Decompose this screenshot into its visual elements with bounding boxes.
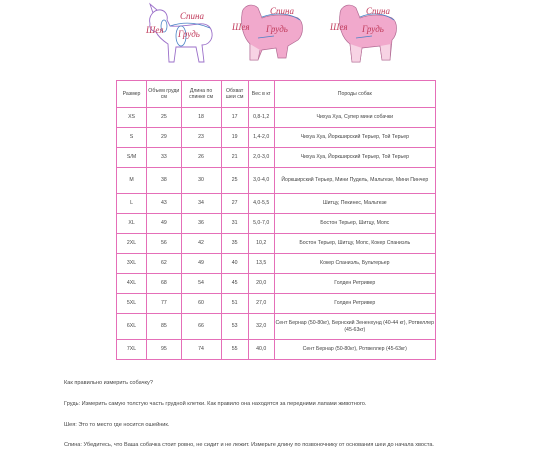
cell-neck: 45 [221, 274, 248, 294]
instructions-chest: Грудь: Измерить самую толстую часть грудной клетки. Как правило она находятся за передними лапами животного. [64, 401, 367, 407]
cell-chest: 33 [147, 148, 182, 168]
cell-weight: 10,2 [248, 234, 274, 254]
cell-neck: 17 [221, 108, 248, 128]
cell-back-length: 23 [181, 128, 221, 148]
cell-weight: 0,8-1,2 [248, 108, 274, 128]
figure-label-back: Спина [366, 6, 390, 16]
cell-back-length: 54 [181, 274, 221, 294]
table-row [117, 168, 436, 194]
cell-weight: 27,0 [248, 294, 274, 314]
dog-measurement-figure [140, 0, 224, 76]
cell-back-length: 66 [181, 314, 221, 340]
cell-chest: 38 [147, 168, 182, 194]
cell-size: 2XL [117, 234, 147, 254]
cell-neck: 27 [221, 194, 248, 214]
cell-chest: 49 [147, 214, 182, 234]
cell-back-length: 18 [181, 108, 221, 128]
cell-chest: 68 [147, 274, 182, 294]
figure-label-neck: Шея [232, 22, 250, 32]
table-row [117, 340, 436, 360]
cell-back-length: 30 [181, 168, 221, 194]
instructions-neck: Шея: Это то место где носится ошейник. [64, 422, 170, 428]
cell-breeds: Сент Бернар (50-80кг), Бернский Зененхунд (40-44 кг), Ротвеллер (45-63кг) [274, 314, 435, 340]
table-row [117, 148, 436, 168]
header-size: Размер [117, 81, 147, 108]
cell-neck: 55 [221, 340, 248, 360]
cell-size: S/M [117, 148, 147, 168]
cell-neck: 31 [221, 214, 248, 234]
table-row [117, 234, 436, 254]
cell-neck: 51 [221, 294, 248, 314]
cell-size: L [117, 194, 147, 214]
cell-size: XL [117, 214, 147, 234]
cell-weight: 1,4-2,0 [248, 128, 274, 148]
hoodie-measurement-figure [228, 0, 314, 76]
cell-breeds: Кокер Спаниэль, Бультерьер [274, 254, 435, 274]
cell-back-length: 36 [181, 214, 221, 234]
table-row [117, 314, 436, 340]
cell-weight: 3,0-4,0 [248, 168, 274, 194]
table-row [117, 254, 436, 274]
header-back-length: Длина по спинке см [181, 81, 221, 108]
cell-chest: 77 [147, 294, 182, 314]
figure-label-back: Спина [180, 11, 204, 21]
table-row [117, 194, 436, 214]
cell-breeds: Шитцу, Пекинес, Мальтезе [274, 194, 435, 214]
header-weight: Вес в кг [248, 81, 274, 108]
cell-breeds: Чихуа Хуа, Йоркширский Терьер, Той Терьер [274, 128, 435, 148]
cell-neck: 35 [221, 234, 248, 254]
cell-size: 5XL [117, 294, 147, 314]
measurement-illustrations [0, 0, 550, 76]
cell-back-length: 60 [181, 294, 221, 314]
cell-back-length: 74 [181, 340, 221, 360]
cell-breeds: Голден Ретривер [274, 274, 435, 294]
table-row [117, 274, 436, 294]
table-body [117, 108, 436, 360]
cell-size: 4XL [117, 274, 147, 294]
instructions-back: Спина: Убедитесь, что Ваша собачка стоит ровно, не сидит и не лежит. Измерьте длину по позвоночнику от основания шеи до начала хвоста. [64, 442, 434, 448]
header-chest: Объем груди см [147, 81, 182, 108]
cell-neck: 25 [221, 168, 248, 194]
cell-breeds: Бостон Терьер, Шитцу, Мопс [274, 214, 435, 234]
cell-weight: 32,0 [248, 314, 274, 340]
cell-chest: 56 [147, 234, 182, 254]
cell-weight: 5,0-7,0 [248, 214, 274, 234]
cell-back-length: 34 [181, 194, 221, 214]
header-neck: Обхват шеи см [221, 81, 248, 108]
cell-back-length: 26 [181, 148, 221, 168]
header-breeds: Породы собак [274, 81, 435, 108]
table-header-row [117, 81, 436, 108]
cell-neck: 53 [221, 314, 248, 340]
cell-chest: 29 [147, 128, 182, 148]
table-row [117, 128, 436, 148]
cell-breeds: Голден Ретривер [274, 294, 435, 314]
figure-label-chest: Грудь [266, 24, 288, 34]
cell-size: S [117, 128, 147, 148]
cell-chest: 85 [147, 314, 182, 340]
cell-size: XS [117, 108, 147, 128]
figure-label-neck: Шея [330, 22, 348, 32]
cell-breeds: Йоркширский Терьер, Мини Пудель, Мальтезе, Мини Пинчер [274, 168, 435, 194]
figure-label-neck: Шея [146, 25, 164, 35]
cell-breeds: Чихуа Хуа, Супер мини собачки [274, 108, 435, 128]
figure-label-chest: Грудь [178, 29, 200, 39]
cell-back-length: 42 [181, 234, 221, 254]
cell-breeds: Бостон Терьер, Шитцу, Мопс, Кокер Спаниэль [274, 234, 435, 254]
cell-size: 6XL [117, 314, 147, 340]
cell-neck: 19 [221, 128, 248, 148]
cell-chest: 95 [147, 340, 182, 360]
cell-back-length: 49 [181, 254, 221, 274]
cell-size: 3XL [117, 254, 147, 274]
cell-chest: 43 [147, 194, 182, 214]
cell-neck: 21 [221, 148, 248, 168]
cell-neck: 40 [221, 254, 248, 274]
cell-breeds: Чихуа Хуа, Йоркширский Терьер, Той Терьер [274, 148, 435, 168]
instructions-question: Как правильно измерить собачку? [64, 380, 153, 386]
cell-chest: 62 [147, 254, 182, 274]
figure-label-back: Спина [270, 6, 294, 16]
cell-chest: 25 [147, 108, 182, 128]
cell-weight: 20,0 [248, 274, 274, 294]
size-chart-table [116, 80, 436, 360]
cell-weight: 4,0-5,5 [248, 194, 274, 214]
table-row [117, 294, 436, 314]
cell-size: 7XL [117, 340, 147, 360]
jumpsuit-measurement-figure [326, 0, 410, 76]
cell-weight: 13,5 [248, 254, 274, 274]
cell-weight: 40,0 [248, 340, 274, 360]
table-row [117, 108, 436, 128]
cell-weight: 2,0-3,0 [248, 148, 274, 168]
table-row [117, 214, 436, 234]
cell-breeds: Сент Бернар (50-80кг), Ротвеллер (45-63кг) [274, 340, 435, 360]
cell-size: M [117, 168, 147, 194]
figure-label-chest: Грудь [362, 24, 384, 34]
